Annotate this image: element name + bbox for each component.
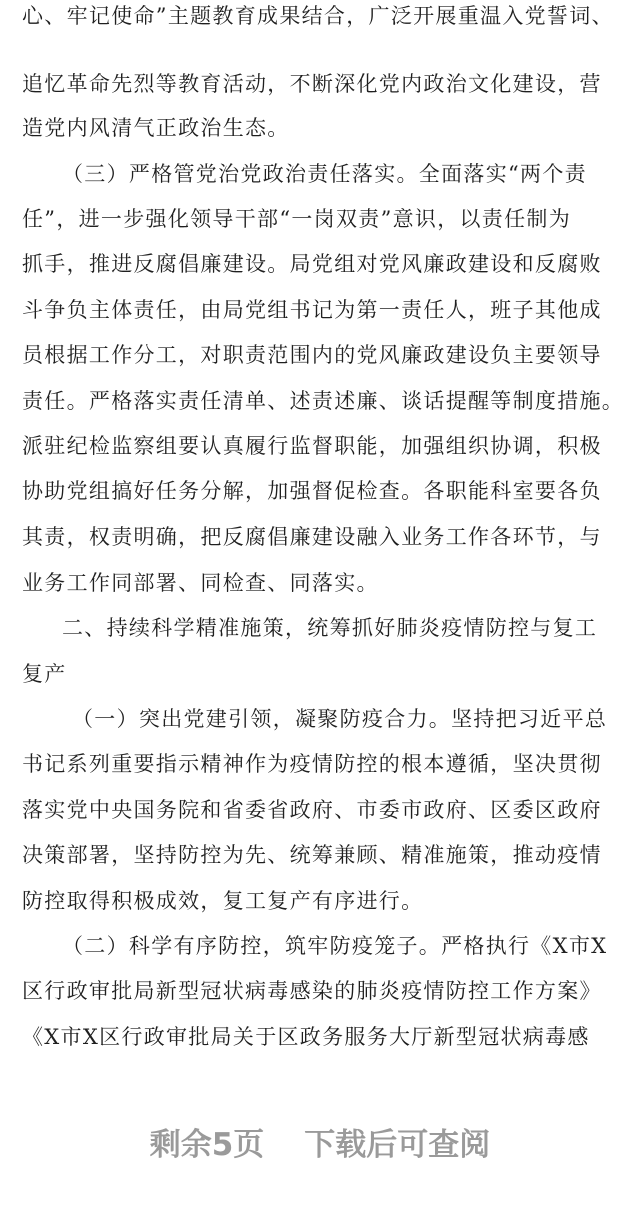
text-line: 追忆革命先烈等教育活动，不断深化党内政治文化建设，营 bbox=[22, 72, 602, 96]
download-prompt[interactable] bbox=[0, 1125, 640, 1165]
text-line: 心、牢记使命”主题教育成果结合，广泛开展重温入党誓词、 bbox=[22, 4, 614, 28]
text-line: 落实党中央国务院和省委省政府、市委市政府、区委区政府 bbox=[22, 798, 602, 822]
text-line: 协助党组搞好任务分解，加强督促检查。各职能科室要各负 bbox=[22, 479, 602, 503]
section-heading: （二）科学有序防控，筑牢防疫笼子。严格执行《X市X bbox=[62, 934, 608, 958]
text-line: 抓手，推进反腐倡廉建设。局党组对党风廉政建设和反腐败 bbox=[22, 252, 602, 276]
section-heading: （三）严格管党治党政治责任落实。全面落实“两个责 bbox=[62, 162, 587, 186]
text-line: 复产 bbox=[22, 662, 67, 686]
text-line: 任”，进一步强化领导干部“一岗双责”意识，以责任制为 bbox=[22, 207, 572, 231]
text-line: 责任。严格落实责任清单、述责述廉、谈话提醒等制度措施。 bbox=[22, 389, 625, 413]
text-line: 防控取得积极成效，复工复产有序进行。 bbox=[22, 889, 424, 913]
text-line: 斗争负主体责任，由局党组书记为第一责任人，班子其他成 bbox=[22, 298, 602, 322]
remaining-pages-label: 剩余5页 bbox=[149, 1127, 265, 1163]
text-line: 造党内风清气正政治生态。 bbox=[22, 116, 290, 140]
section-heading: 二、持续科学精准施策，统筹抓好肺炎疫情防控与复工 bbox=[62, 616, 598, 640]
text-line: 区行政审批局新型冠状病毒感染的肺炎疫情防控工作方案》 bbox=[22, 979, 602, 1003]
text-line: 员根据工作分工，对职责范围内的党风廉政建设负主要领导 bbox=[22, 343, 602, 367]
section-heading: （一）突出党建引领，凝聚防疫合力。坚持把习近平总 bbox=[72, 707, 608, 731]
text-line: 业务工作同部署、同检查、同落实。 bbox=[22, 571, 379, 595]
text-line: 决策部署，坚持防控为先、统筹兼顾、精准施策，推动疫情 bbox=[22, 843, 602, 867]
text-line: 书记系列重要指示精神作为疫情防控的根本遵循，坚决贯彻 bbox=[22, 752, 602, 776]
text-line: 派驻纪检监察组要认真履行监督职能，加强组织协调，积极 bbox=[22, 434, 602, 458]
text-line: 其责，权责明确，把反腐倡廉建设融入业务工作各环节，与 bbox=[22, 525, 602, 549]
text-line: 《X市X区行政审批局关于区政务服务大厅新型冠状病毒感 bbox=[22, 1025, 590, 1049]
download-to-read-label[interactable]: 下载后可查阅 bbox=[304, 1127, 491, 1163]
